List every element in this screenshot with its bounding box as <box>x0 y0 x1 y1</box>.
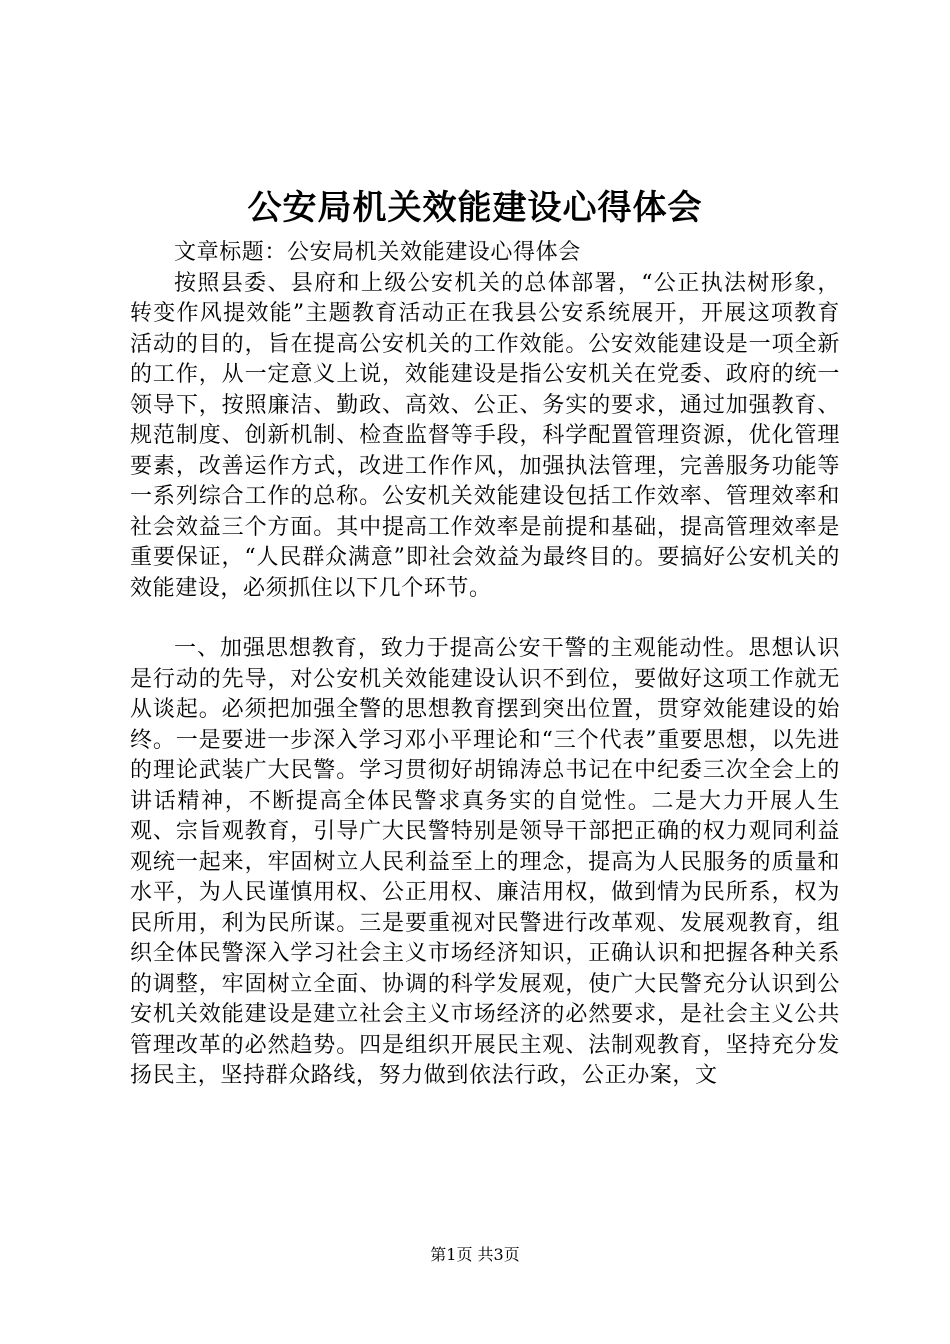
paragraph-section-one: 一、加强思想教育，致力于提高公安干警的主观能动性。思想认识是行动的先导，对公安机关效能建设认识不到位，要做好这项工作就无从谈起。必须把加强全警的思想教育摆到突出位置，贯穿效能建设的始终。一是要进一步深入学习邓小平理论和“三个代表”重要思想，以先进的理论武装广大民警。学习贯彻好胡锦涛总书记在中纪委三次全会上的讲话精神，不断提高全体民警求真务实的自觉性。二是大力开展人生观、宗旨观教育，引导广大民警特别是领导干部把正确的权力观同利益观统一起来，牢固树立人民利益至上的理念，提高为人民服务的质量和水平，为人民谨慎用权、公正用权、廉洁用权，做到情为民所系，权为民所用，利为民所谋。三是要重视对民警进行改革观、发展观教育，组织全体民警深入学习社会主义市场经济知识，正确认识和把握各种关系的调整，牢固树立全面、协调的科学发展观，使广大民警充分认识到公安机关效能建设是建立社会主义市场经济的必然要求，是社会主义公共管理改革的必然趋势。四是组织开展民主观、法制观教育，坚持充分发扬民主，坚持群众路线，努力做到依法行政，公正办案，文 <box>130 636 840 1088</box>
paragraph-intro: 按照县委、县府和上级公安机关的总体部署，“公正执法树形象，转变作风提效能”主题教育活动正在我县公安系统展开，开展这项教育活动的目的，旨在提高公安机关的工作效能。公安效能建设是一项全新的工作，从一定意义上说，效能建设是指公安机关在党委、政府的统一领导下，按照廉洁、勤政、高效、公正、务实的要求，通过加强教育、规范制度、创新机制、检查监督等手段，科学配置管理资源，优化管理要素，改善运作方式，改进工作作风，加强执法管理，完善服务功能等一系列综合工作的总称。公安机关效能建设包括工作效率、管理效率和社会效益三个方面。其中提高工作效率是前提和基础，提高管理效率是重要保证，“人民群众满意”即社会效益为最终目的。要搞好公安机关的效能建设，必须抓住以下几个环节。 <box>130 270 840 601</box>
page-footer: 第1页 共3页 <box>430 1245 520 1264</box>
document-title: 公安局机关效能建设心得体会 <box>247 188 703 228</box>
document-body <box>130 238 840 1092</box>
article-title-line: 文章标题：公安局机关效能建设心得体会 <box>174 240 581 265</box>
